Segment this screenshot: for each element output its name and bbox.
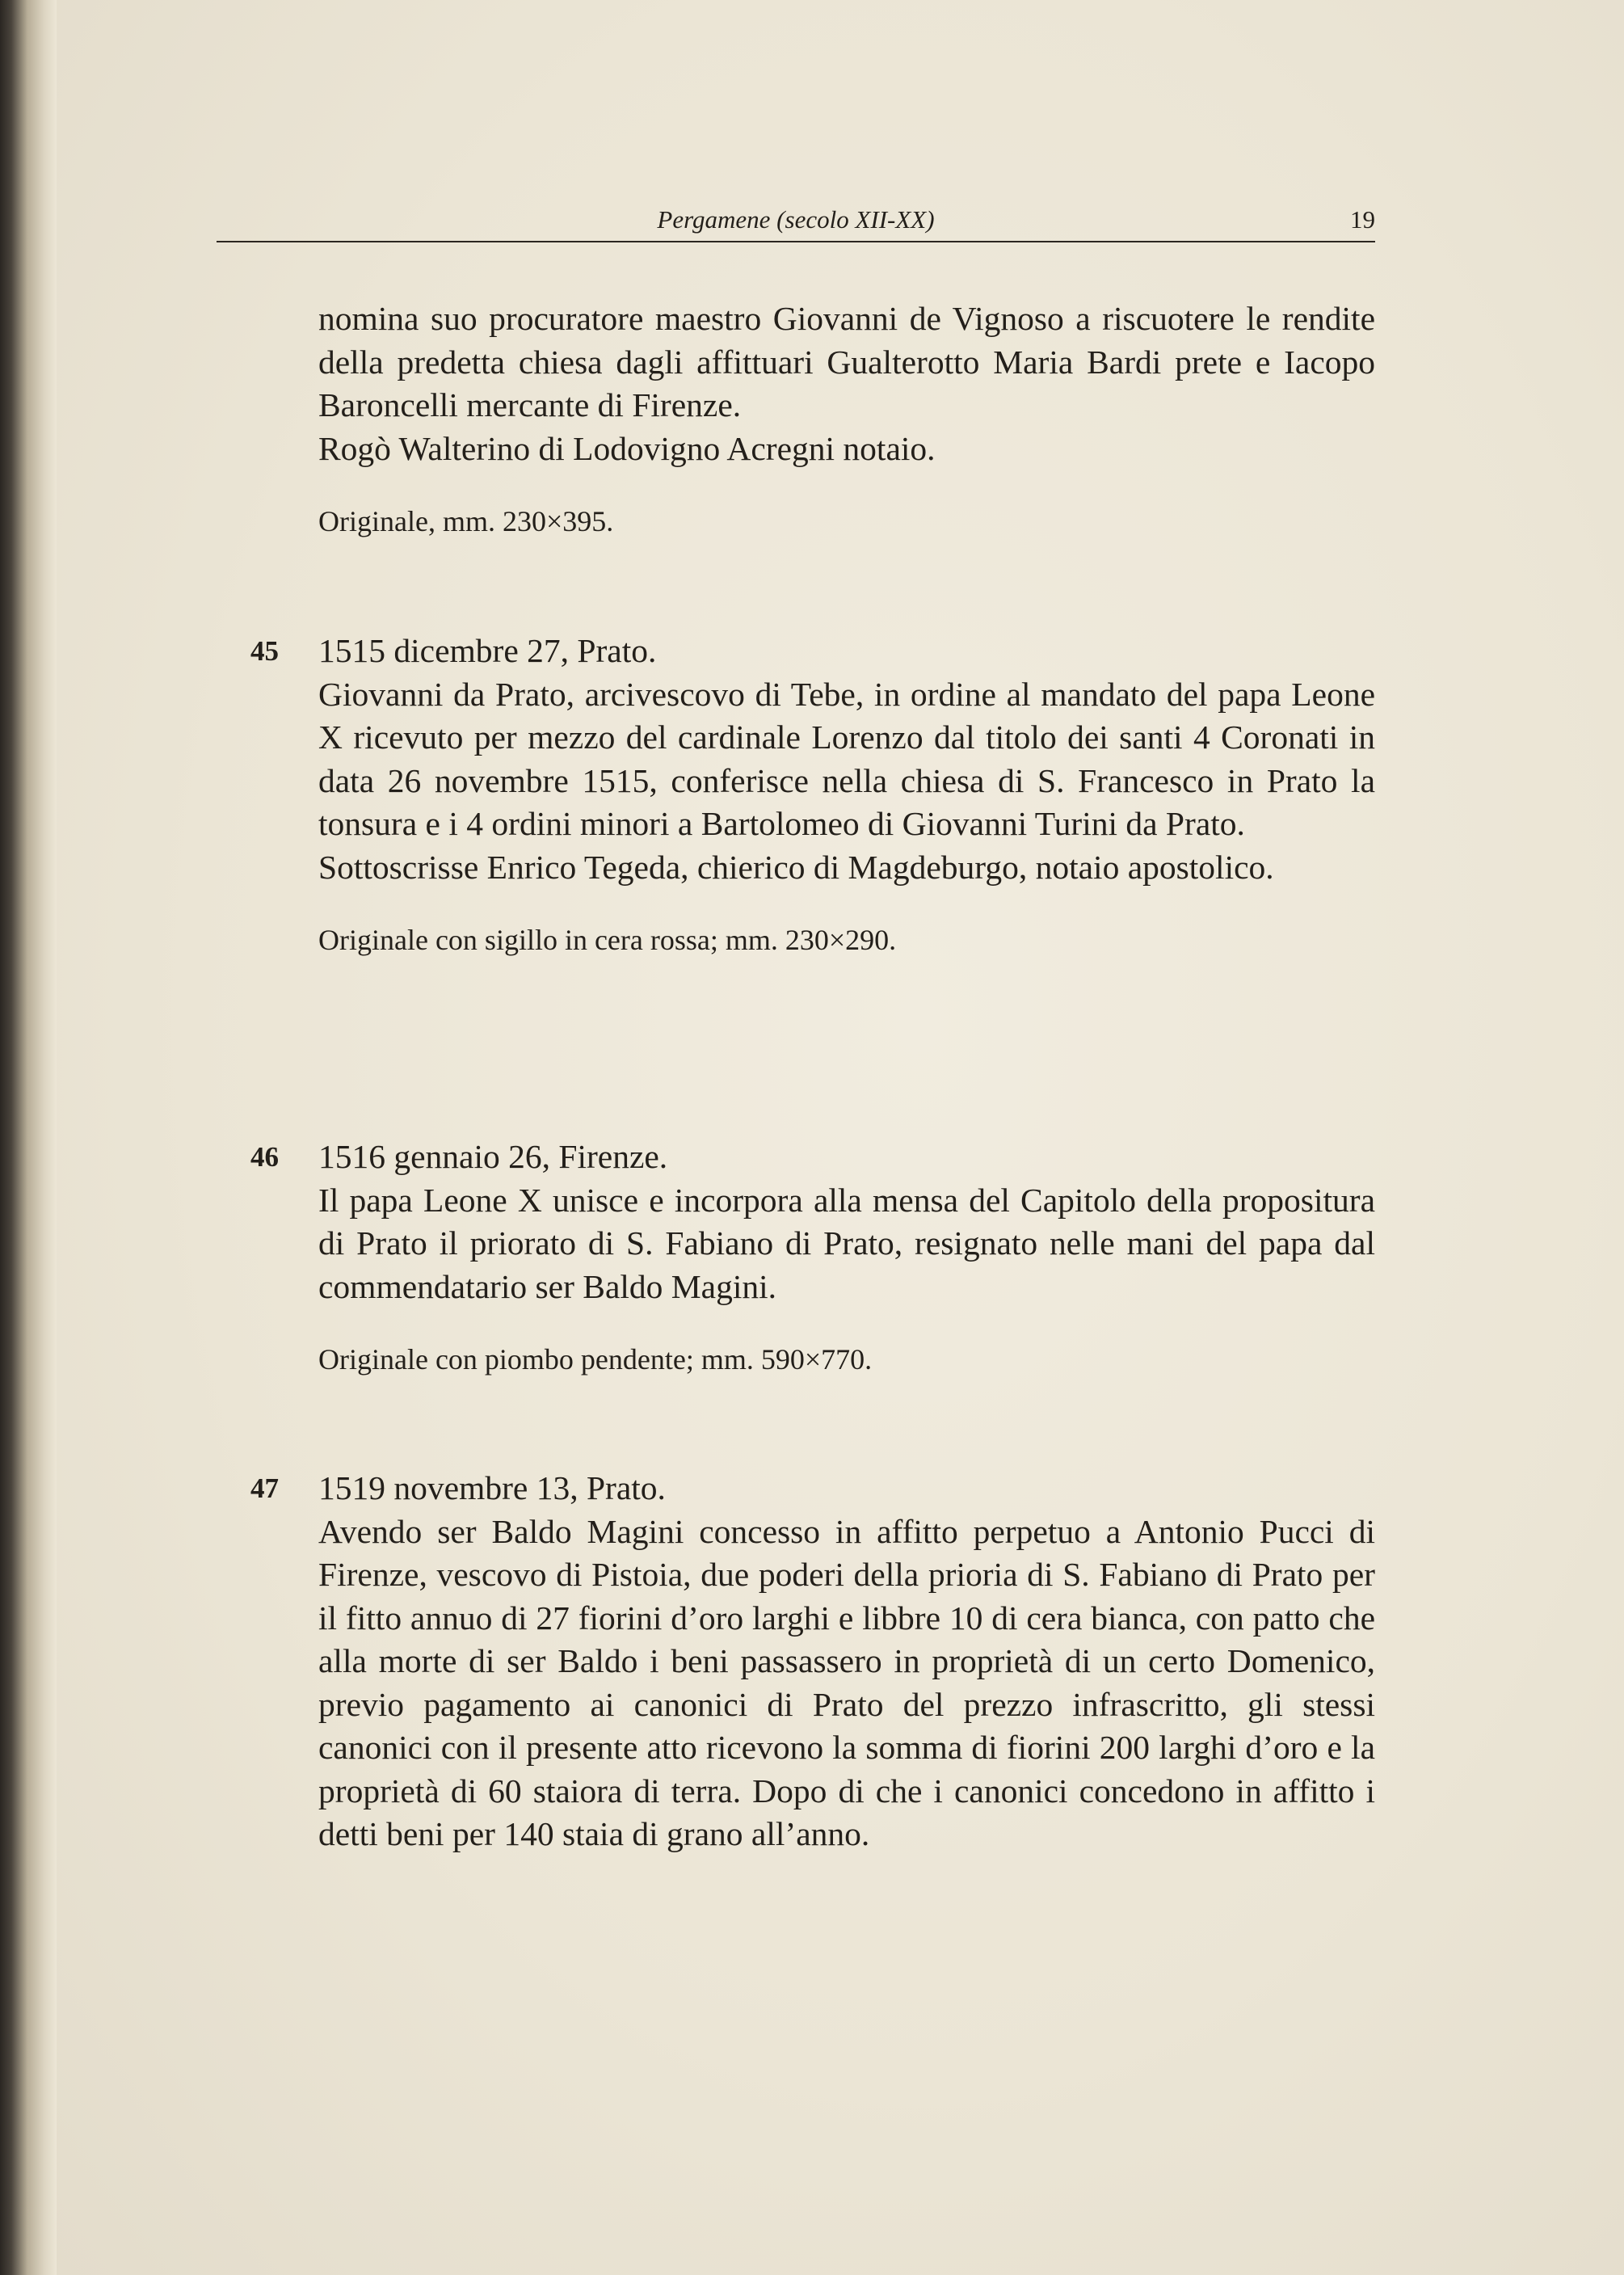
running-header [217, 200, 1375, 242]
entry-45-rogation: Sottoscrisse Enrico Tegeda, chierico di Magdeburgo, notaio apostolico. [318, 848, 1274, 886]
entry-46-note: Originale con piombo pendente; mm. 590×770. [318, 1343, 873, 1376]
entry-45 [318, 630, 1375, 960]
entry-46 [318, 1135, 1375, 1380]
continued-entry-rogation: Rogò Walterino di Lodovigno Acregni notaio. [318, 429, 936, 467]
entry-47-text: Avendo ser Baldo Magini concesso in affitto perpetuo a Antonio Pucci di Firenze, vescovo di Pistoia, due poderi della prioria di S. Fabiano di Prato per il fitto annuo di 27 fiorini d’oro larghi e libbre 10 di cera bianca, con patto che alla morte di ser Baldo i beni passassero in proprietà di un certo Domenico, previo pagamento ai canonici di Prato del prezzo infrascritto, gli stessi canonici con il presente atto ricevono la somma di fiorini 200 larghi d’oro e la proprietà di 60 staiora di terra. Dopo di che i canonici concedono in affitto i detti beni per 140 staia di grano all’anno. [318, 1512, 1375, 1852]
entry-45-note: Originale con sigillo in cera rossa; mm. 230×290. [318, 924, 897, 956]
entry-46-date: 1516 gennaio 26, Firenze. [318, 1138, 668, 1175]
continued-entry [318, 297, 1375, 541]
entry-47 [318, 1467, 1375, 1856]
continued-entry-text: nomina suo procuratore maestro Giovanni de Vignoso a riscuotere le rendite della predetta chiesa dagli affittuari Gualterotto Maria Bardi prete e Iacopo Baroncelli mercante di Firenze. [318, 300, 1375, 423]
entry-47-date: 1519 novembre 13, Prato. [318, 1469, 666, 1506]
header-title: Pergamene (secolo XII-XX) [657, 205, 935, 234]
entry-number-47: 47 [250, 1472, 279, 1504]
entry-45-text: Giovanni da Prato, arcivescovo di Tebe, in ordine al mandato del papa Leone X ricevuto per mezzo del cardinale Lorenzo dal titolo dei santi 4 Coronati in data 26 novembre 1515, conferisce nella chiesa di S. Francesco in Prato la tonsura e i 4 ordini minori a Bartolomeo di Giovanni Turini da Prato. [318, 675, 1375, 842]
entry-45-date: 1515 dicembre 27, Prato. [318, 632, 657, 669]
entry-46-text: Il papa Leone X unisce e incorpora alla mensa del Capitolo della propositura di Prato il priorato di S. Fabiano di Prato, resignato nelle mani del papa dal commendatario ser Baldo Magini. [318, 1181, 1375, 1305]
entry-number-46: 46 [250, 1141, 279, 1173]
continued-entry-note: Originale, mm. 230×395. [318, 505, 614, 537]
entry-number-45: 45 [250, 635, 279, 667]
page-number: 19 [1350, 205, 1375, 234]
